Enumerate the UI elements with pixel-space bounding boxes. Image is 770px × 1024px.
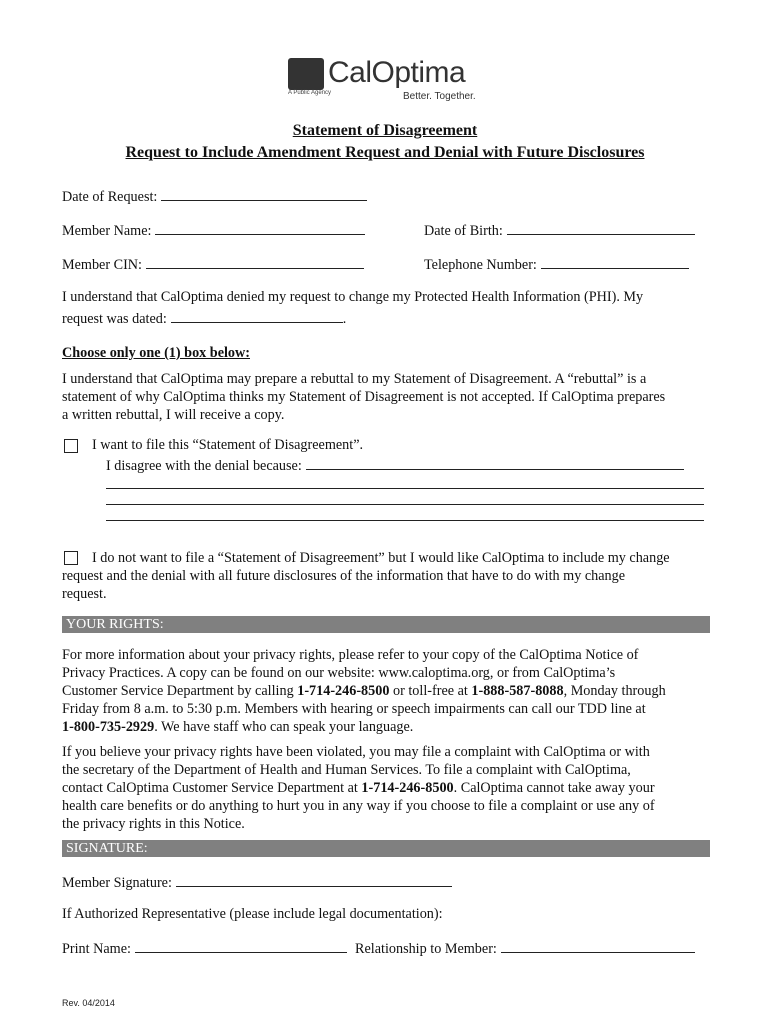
relationship-label: Relationship to Member: [355, 941, 497, 957]
authorized-rep-label: If Authorized Representative (please include legal documentation): [62, 906, 443, 922]
include-disclosures-checkbox[interactable] [64, 551, 78, 565]
date-of-request-row [62, 186, 367, 206]
relationship-row [355, 938, 695, 958]
request-dated-input[interactable] [171, 308, 343, 323]
file-statement-checkbox[interactable] [64, 439, 78, 453]
relationship-input[interactable] [501, 938, 695, 953]
rights-p2-line-4: health care benefits or do anything to hurt you in any way if you choose to file a complaint or use any of [62, 798, 655, 814]
member-signature-row [62, 872, 452, 892]
rights-text: . CalOptima cannot take away your [453, 780, 655, 796]
request-dated-period: . [342, 311, 347, 327]
date-of-request-input[interactable] [161, 186, 367, 201]
rights-p1-line-2: Privacy Practices. A copy can be found on our website: www.caloptima.org, or from CalOptima’s [62, 665, 616, 681]
rebuttal-line-1: I understand that CalOptima may prepare a rebuttal to my Statement of Disagreement. A “rebuttal” is a [62, 371, 647, 387]
rights-text: . We have staff who can speak your language. [154, 719, 414, 735]
signature-header: SIGNATURE: [62, 840, 710, 857]
rights-p1-line-1: For more information about your privacy rights, please refer to your copy of the CalOptima Notice of [62, 647, 639, 663]
telephone-label: Telephone Number: [424, 257, 537, 273]
member-name-input[interactable] [155, 220, 365, 235]
rights-p2-line-3 [62, 779, 655, 797]
logo-tagline: Better. Together. [403, 91, 476, 102]
rights-p2-line-5: the privacy rights in this Notice. [62, 816, 245, 832]
member-name-row [62, 220, 365, 240]
member-cin-row [62, 254, 364, 274]
rights-p1-line-4: Friday from 8 a.m. to 5:30 p.m. Members with hearing or speech impairments can call our TDD line at [62, 701, 646, 717]
include-disclosures-line-2: request and the denial with all future disclosures of the information that have to do with my change [62, 568, 626, 584]
customer-service-phone: 1-714-246-8500 [297, 683, 390, 699]
rights-text: or toll-free at [389, 683, 472, 699]
document-title: Statement of Disagreement [292, 122, 478, 139]
date-of-birth-input[interactable] [507, 220, 695, 235]
rights-p2-line-1: If you believe your privacy rights have been violated, you may file a complaint with CalOptima or with [62, 744, 650, 760]
file-statement-label: I want to file this “Statement of Disagreement”. [92, 437, 364, 453]
disagree-reason-line-4[interactable] [106, 520, 704, 521]
logo-brand: CalOptima [328, 56, 466, 89]
document-subtitle: Request to Include Amendment Request and Denial with Future Disclosures [125, 144, 645, 161]
rights-text: Customer Service Department by calling [62, 683, 298, 699]
date-of-birth-label: Date of Birth: [424, 223, 503, 239]
include-disclosures-line-1: I do not want to file a “Statement of Disagreement” but I would like CalOptima to include my change [92, 550, 670, 566]
member-signature-label: Member Signature: [62, 875, 172, 891]
request-dated-row [62, 308, 346, 328]
disagree-reason-label: I disagree with the denial because: [106, 458, 302, 474]
request-dated-label: request was dated: [62, 311, 167, 327]
telephone-input[interactable] [541, 254, 689, 269]
disagree-reason-input[interactable] [306, 455, 684, 470]
member-signature-input[interactable] [176, 872, 452, 887]
choose-heading: Choose only one (1) box below: [62, 345, 250, 361]
rights-p2-line-2: the secretary of the Department of Health and Human Services. To file a complaint with CalOptima, [62, 762, 631, 778]
your-rights-header: YOUR RIGHTS: [62, 616, 710, 633]
member-name-label: Member Name: [62, 223, 152, 239]
tdd-phone: 1-800-735-2929 [62, 719, 155, 735]
disagree-reason-line-2[interactable] [106, 488, 704, 489]
rebuttal-line-3: a written rebuttal, I will receive a copy. [62, 407, 285, 423]
date-of-request-label: Date of Request: [62, 189, 158, 205]
disagree-reason-line-3[interactable] [106, 504, 704, 505]
rebuttal-line-2: statement of why CalOptima thinks my Statement of Disagreement is not accepted. If CalOptima prepares [62, 389, 666, 405]
member-cin-label: Member CIN: [62, 257, 142, 273]
date-of-birth-row [424, 220, 695, 240]
disagree-reason-row [106, 455, 684, 475]
understand-line-1: I understand that CalOptima denied my request to change my Protected Health Information (PHI). My [62, 289, 644, 305]
caloptima-logo-mark-icon [288, 58, 324, 90]
logo-subtext: A Public Agency [288, 90, 332, 96]
member-cin-input[interactable] [146, 254, 364, 269]
telephone-row [424, 254, 689, 274]
print-name-row [62, 938, 347, 958]
toll-free-phone: 1-888-587-8088 [471, 683, 564, 699]
rights-text: , Monday through [563, 683, 666, 699]
include-disclosures-line-3: request. [62, 586, 107, 602]
complaint-phone: 1-714-246-8500 [361, 780, 454, 796]
print-name-label: Print Name: [62, 941, 131, 957]
rights-p1-line-3 [62, 682, 666, 700]
rights-p1-line-5 [62, 718, 413, 736]
rights-text: contact CalOptima Customer Service Department at [62, 780, 362, 796]
revision-date: Rev. 04/2014 [62, 998, 115, 1008]
print-name-input[interactable] [135, 938, 347, 953]
